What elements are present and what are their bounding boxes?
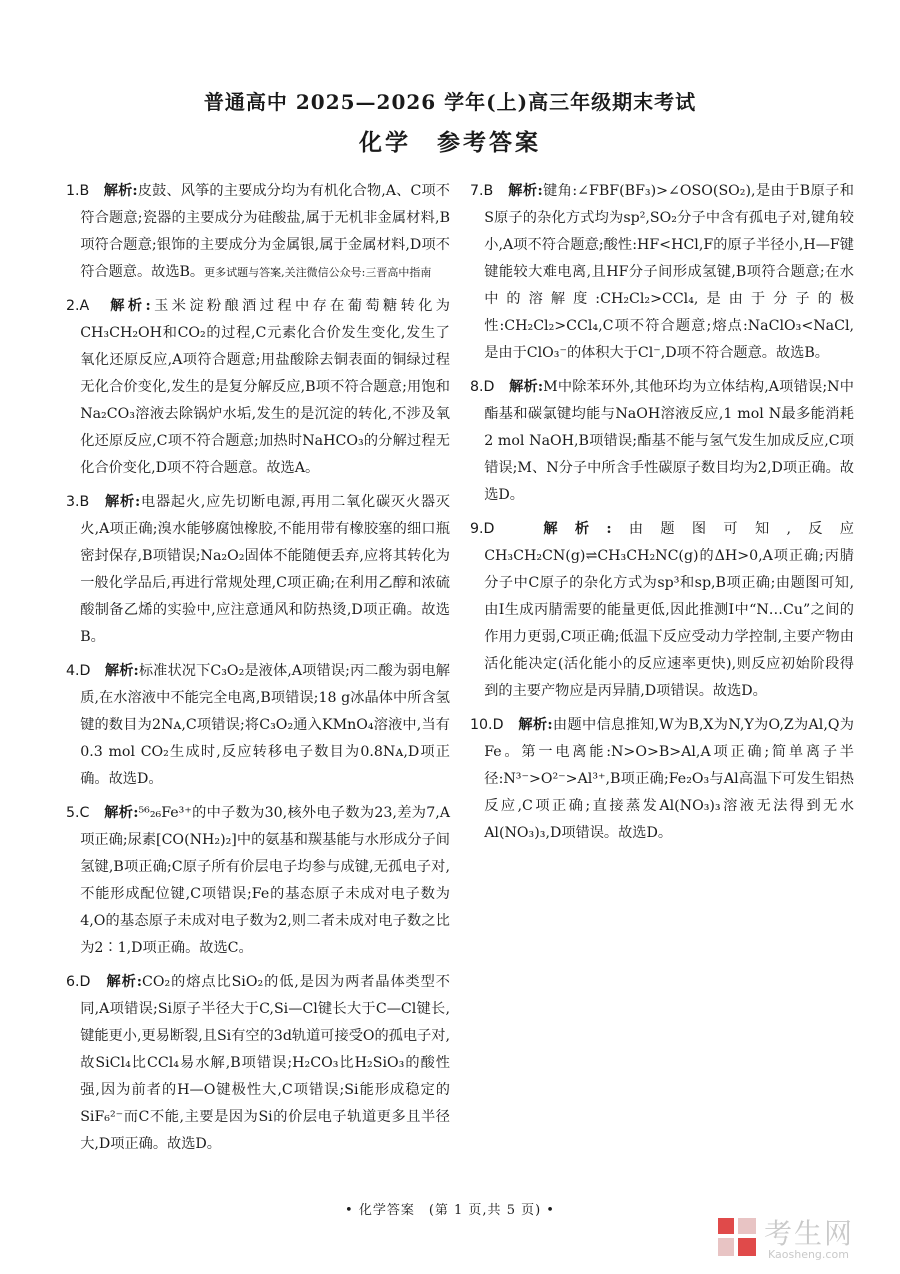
left-column <box>66 178 450 1165</box>
answer-text: 电器起火,应先切断电源,再用二氧化碳灭火器灭火,A项正确;溴水能够腐蚀橡胶,不能用带有橡胶塞的细口瓶密封保存,B项错误;Na₂O₂固体不能随便丢弃,应将其转化为一般化学品后,再进行常规处理,C项正确;在利用乙醇和浓硫酸制备乙烯的实验中,应注意通风和防热烫,D项正确。故选B。 <box>80 494 450 645</box>
watermark-text: 考生网 <box>764 1217 855 1250</box>
answer-item-1 <box>66 178 450 286</box>
analysis-label: 解析: <box>103 183 138 199</box>
answer-item-6 <box>66 969 450 1158</box>
answer-item-3 <box>66 489 450 651</box>
answer-text: ⁵⁶₂₆Fe³⁺的中子数为30,核外电子数为23,差为7,A项正确;尿素[CO(NH₂)₂]中的氨基和羰基能与水形成分子间氢键,B项正确;C原子所有价层电子均参与成键,无孤电子对,不能形成配位键,C项错误;Fe的基态原子未成对电子数为4,O的基态原子未成对电子数为2,则二者未成对电子数之比为2∶1,D项正确。故选C。 <box>80 805 450 956</box>
answer-text: 键角:∠FBF(BF₃)>∠OSO(SO₂),是由于B原子和S原子的杂化方式均为sp²,SO₂分子中含有孤电子对,键角较小,A项不符合题意;酸性:HF<HCl,F的原子半径小,H—F键键能较大难电离,且HF分子间形成氢键,B项符合题意;在水中的溶解度:CH₂Cl₂>CCl₄,是由于分子的极性:CH₂Cl₂>CCl₄,C项不符合题意;熔点:NaClO₃<NaCl,是由于ClO₃⁻的体积大于Cl⁻,D项不符合题意。故选B。 <box>484 183 854 361</box>
answer-item-7 <box>470 178 854 367</box>
answer-item-10 <box>470 712 854 847</box>
answer-item-2 <box>66 293 450 482</box>
answer-number: 9.D <box>470 521 495 537</box>
watermark-url: Kaosheng.com <box>768 1248 849 1261</box>
analysis-label: 解析: <box>104 663 139 679</box>
analysis-label: 解析: <box>508 183 543 199</box>
answer-text: 标准状况下C₃O₂是液体,A项错误;丙二酸为弱电解质,在水溶液中不能完全电离,B项错误;18 g冰晶体中所含氢键的数目为2Nᴀ,C项错误;将C₃O₂通入KMnO₄溶液中,当有0.3 mol CO₂生成时,反应转移电子数目为0.8Nᴀ,D项正确。故选D。 <box>80 663 450 787</box>
answer-text: 由题中信息推知,W为B,X为N,Y为O,Z为Al,Q为Fe。第一电离能:N>O>B>Al,A项正确;简单离子半径:N³⁻>O²⁻>Al³⁺,B项正确;Fe₂O₃与Al高温下可发生铝热反应,C项正确;直接蒸发Al(NO₃)₃溶液无法得到无水Al(NO₃)₃,D项错误。故选D。 <box>484 717 854 841</box>
exam-title: 普通高中 2025—2026 学年(上)高三年级期末考试 <box>203 90 697 114</box>
answer-number: 2.A <box>66 298 90 314</box>
right-column <box>470 178 854 854</box>
answer-number: 3.B <box>66 494 90 510</box>
answer-item-4 <box>66 658 450 793</box>
promo-text: 更多试题与答案,关注微信公众号:三晋高中指南 <box>204 266 432 279</box>
kaosheng-logo-icon <box>716 1216 758 1258</box>
answer-text: CO₂的熔点比SiO₂的低,是因为两者晶体类型不同,A项错误;Si原子半径大于C,Si—Cl键长大于C—Cl键长,键能更小,更易断裂,且Si有空的3d轨道可接受O的孤电子对,故SiCl₄比CCl₄易水解,B项错误;H₂CO₃比H₂SiO₃的酸性强,因为前者的H—O键极性大,C项错误;Si能形成稳定的SiF₆²⁻而C不能,主要是因为Si的价层电子轨道更多且半径大,D项正确。故选D。 <box>80 974 450 1152</box>
analysis-label: 解析: <box>106 974 142 990</box>
page-footer: • 化学答案 (第 1 页,共 5 页) • <box>345 1203 555 1218</box>
analysis-label: 解析: <box>509 379 544 395</box>
answer-text: M中除苯环外,其他环均为立体结构,A项错误;N中酯基和碳氯键均能与NaOH溶液反应,1 mol N最多能消耗2 mol NaOH,B项错误;酯基不能与氢气发生加成反应,C项错误;M、N分子中所含手性碳原子数目均为2,D项正确。故选D。 <box>484 379 854 503</box>
answer-text: 玉米淀粉酿酒过程中存在葡萄糖转化为CH₃CH₂OH和CO₂的过程,C元素化合价发生变化,发生了氧化还原反应,A项符合题意;用盐酸除去铜表面的铜绿过程无化合价变化,发生的是复分解反应,B项不符合题意;用饱和Na₂CO₃溶液去除锅炉水垢,发生的是沉淀的转化,不涉及氧化还原反应,C项不符合题意;加热时NaHCO₃的分解过程无化合价变化,D项不符合题意。故选A。 <box>80 298 450 476</box>
answer-text: 由题图可知,反应CH₃CH₂CN(g)⇌CH₃CH₂NC(g)的ΔH>0,A项正确;丙腈分子中C原子的杂化方式为sp³和sp,B项正确;由题图可知,由Ⅰ生成丙腈需要的能量更低,因此推测Ⅰ中“N…Cu”之间的作用力更弱,C项正确;低温下反应受动力学控制,主要产物由活化能决定(活化能小的反应速率更快),则反应初始阶段得到的主要产物应是丙异腈,D项错误。故选D。 <box>484 521 854 699</box>
analysis-label: 解析: <box>105 494 141 510</box>
answer-number: 1.B <box>66 183 90 199</box>
analysis-label: 解析: <box>104 805 139 821</box>
answer-item-9 <box>470 516 854 705</box>
answer-item-5 <box>66 800 450 962</box>
answer-number: 10.D <box>470 717 504 733</box>
analysis-label: 解析: <box>543 521 612 537</box>
answer-number: 4.D <box>66 663 91 679</box>
answer-number: 6.D <box>66 974 91 990</box>
analysis-label: 解析: <box>110 298 151 314</box>
answer-text: 皮鼓、风筝的主要成分均为有机化合物,A、C项不符合题意;瓷器的主要成分为硅酸盐,属于无机非金属材料,B项符合题意;银饰的主要成分为金属银,属于金属材料,D项不符合题意。故选B。 <box>80 183 450 280</box>
analysis-label: 解析: <box>518 717 553 733</box>
answer-key-title: 化学 参考答案 <box>359 129 541 156</box>
answer-number: 7.B <box>470 183 494 199</box>
answer-number: 5.C <box>66 805 90 821</box>
answer-number: 8.D <box>470 379 495 395</box>
answer-item-8 <box>470 374 854 509</box>
watermark <box>716 1212 886 1266</box>
